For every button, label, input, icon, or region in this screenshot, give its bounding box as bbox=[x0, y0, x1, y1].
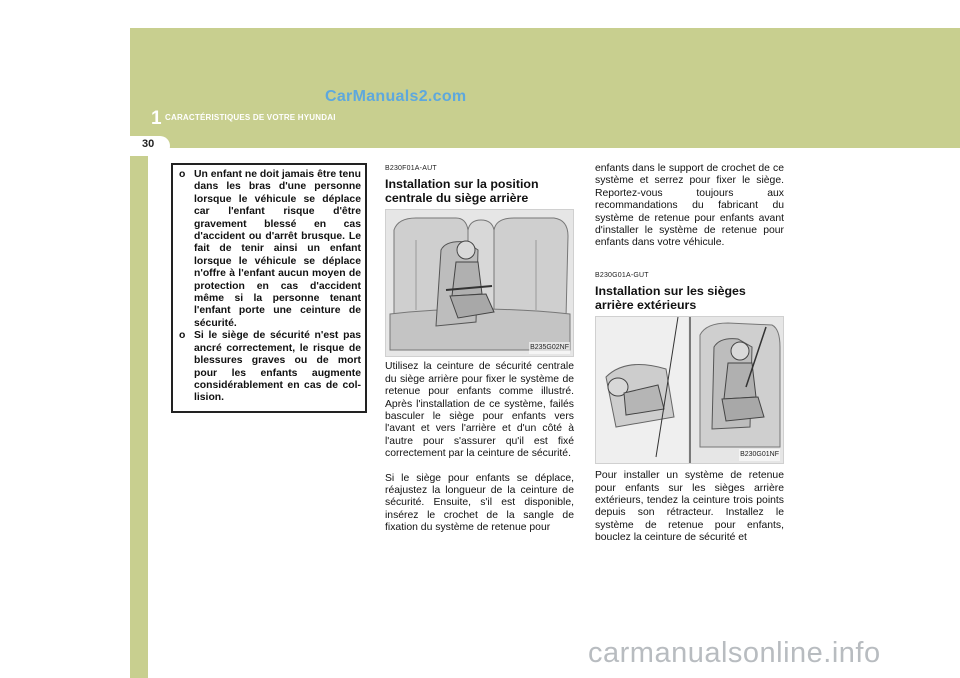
warning-text: Un enfant ne doit jamais être tenu dans les bras d'une personne lorsque le véhicule se déplace car l'enfant risque d'être gravement blessé en cas d'accident ou d'arrêt brusque. Le fait de tenir ainsi un enfant lorsque le véhicule se déplace n'offre à l'enfant aucun moyen de protection en cas d'accident même si la personne tenant l'enfant porte une ceinture de sécurité. bbox=[194, 169, 361, 329]
chapter-number: 1 bbox=[151, 108, 162, 129]
header-band bbox=[130, 28, 960, 148]
paragraph: Pour installer un système de retenue pour enfants sur les sièges arrière extérieurs, tendez la ceinture trois points depuis son rétracteur. Installez le système de retenue pour enfants, bouclez la ceinture de sécurité et bbox=[595, 470, 784, 544]
watermark-top[interactable]: CarManuals2.com bbox=[325, 88, 467, 105]
section-heading: Installation sur la position centrale du siège arrière bbox=[385, 177, 539, 206]
paragraph: enfants dans le support de crochet de ce système et serrez pour fixer le siège. Reportez-vous toujours aux recommandations du fabricant du système de retenue pour enfants avant d'installer le système de retenue pour enfants dans votre véhicule. bbox=[595, 163, 784, 249]
section-heading: Installation sur les sièges arrière extérieurs bbox=[595, 284, 746, 313]
rear-seat-center-figure bbox=[385, 209, 574, 357]
section-code: B230G01A-GUT bbox=[595, 271, 649, 279]
figure-label: B230G01NF bbox=[739, 449, 780, 461]
center-column bbox=[385, 163, 574, 535]
right-column bbox=[595, 163, 784, 545]
warning-item bbox=[177, 169, 361, 330]
figure-label: B235G02NF bbox=[529, 342, 570, 354]
warning-box bbox=[171, 163, 367, 413]
paragraph: Si le siège pour enfants se déplace, réajustez la longueur de la ceinture de sécurité. Ensuite, s'il est disponible, insérez le crochet de la sangle de fixation du système de retenue pour bbox=[385, 472, 574, 534]
child-seat-outer-illustration bbox=[596, 317, 783, 463]
child-seat-center-illustration bbox=[386, 210, 573, 356]
rear-seat-outer-figure bbox=[595, 316, 784, 464]
chapter-title: CARACTÉRISTIQUES DE VOTRE HYUNDAI bbox=[165, 113, 336, 122]
section-code: B230F01A-AUT bbox=[385, 165, 437, 172]
watermark-bottom[interactable]: carmanualsonline.info bbox=[588, 637, 881, 669]
left-margin-band bbox=[130, 148, 148, 678]
bullet: o bbox=[179, 330, 186, 342]
warning-text: Si le siège de sécurité n'est pas ancré correctement, le risque de blessures graves ou de mort pour les enfants augmente considérablement en cas de col-lision. bbox=[194, 330, 361, 404]
warning-item bbox=[177, 330, 361, 404]
page-number: 30 bbox=[142, 138, 155, 150]
bullet: o bbox=[179, 169, 186, 180]
paragraph: Utilisez la ceinture de sécurité centrale du siège arrière pour fixer le système de retenue pour enfants comme illustré. Après l'installation de ce système, failés basculer le siège pour enfants vers l'avant et vers l'arrière et d'un côté à l'autre pour s'assurer qu'il est fixé correctement par la ceinture de sécurité. bbox=[385, 361, 574, 460]
